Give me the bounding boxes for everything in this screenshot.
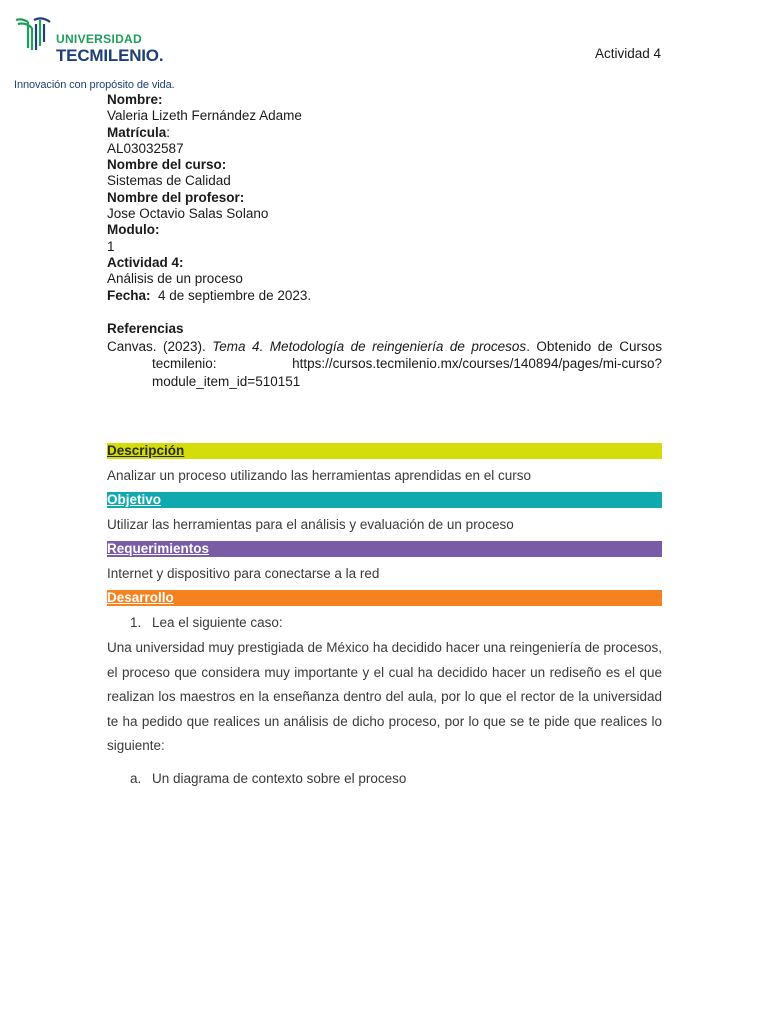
list-item-letter: a. [130, 771, 142, 786]
nombre-label: Nombre: [107, 92, 163, 107]
profesor-label: Nombre del profesor: [107, 189, 245, 205]
fecha-label: Fecha: [107, 287, 151, 303]
list-item [130, 615, 283, 630]
descripcion-text: Analizar un proceso utilizando las herramientas aprendidas en el curso [107, 468, 531, 483]
descripcion-heading: Descripción [107, 443, 662, 459]
matricula-label: Matrícula [107, 124, 167, 140]
objetivo-heading: Objetivo [107, 492, 662, 508]
modulo-value: 1 [107, 238, 115, 254]
actividad-value: Análisis de un proceso [107, 271, 243, 287]
matricula-line [107, 125, 662, 141]
matricula-colon: : [166, 124, 171, 140]
modulo-label: Modulo: [107, 222, 160, 238]
desarrollo-heading: Desarrollo [107, 590, 662, 606]
activity-header: Actividad 4 [594, 46, 661, 61]
profesor-value: Jose Octavio Salas Solano [107, 206, 269, 222]
reference-prefix: Canvas. (2023). [107, 338, 213, 354]
case-paragraph: Una universidad muy prestigiada de México ha decidido hacer una reingeniería de procesos, el proceso que considera muy importante y el cual ha decidido hacer un rediseño es el que realizan los maestros en la enseñanza dentro del aula, por lo que el rector de la universidad te ha pedido que realices un análisis de dicho proceso, por lo que se te pide que realices lo siguiente: [107, 640, 662, 754]
list-item-text: Un diagrama de contexto sobre el proceso [152, 771, 407, 786]
objetivo-text: Utilizar las herramientas para el análisis y evaluación de un proceso [107, 517, 514, 532]
list-item-text: Lea el siguiente caso: [152, 615, 283, 630]
actividad-label: Actividad 4: [107, 254, 184, 270]
university-logo [14, 16, 204, 91]
curso-label: Nombre del curso: [107, 157, 227, 173]
nombre-value: Valeria Lizeth Fernández Adame [107, 108, 302, 124]
requerimientos-heading: Requerimientos [107, 541, 662, 557]
reference-suffix: . Obtenido de Cursos tecmilenio: https://cursos.tecmilenio.mx/courses/140894/pages/mi-curso?module_item_id=510151 [152, 338, 662, 389]
fecha-line [107, 288, 662, 304]
fecha-value: 4 de septiembre de 2023. [158, 287, 312, 303]
requerimientos-text: Internet y dispositivo para conectarse a la red [107, 566, 380, 581]
matricula-value: AL03032587 [107, 140, 184, 156]
student-info [107, 92, 662, 304]
reference-title: Tema 4. Metodología de reingeniería de procesos [212, 338, 527, 354]
references-title: Referencias [107, 321, 184, 336]
logo-tecmilenio-text: TECMILENIO. [56, 46, 164, 65]
curso-value: Sistemas de Calidad [107, 173, 231, 189]
list-item-number: 1. [130, 615, 142, 630]
references-section [107, 320, 662, 390]
logo-universidad-text: UNIVERSIDAD [56, 32, 142, 46]
tecmilenio-logo-icon [14, 16, 54, 56]
list-item [130, 771, 406, 786]
logo-tagline: Innovación con propósito de vida. [14, 79, 175, 91]
reference-entry [107, 338, 662, 391]
